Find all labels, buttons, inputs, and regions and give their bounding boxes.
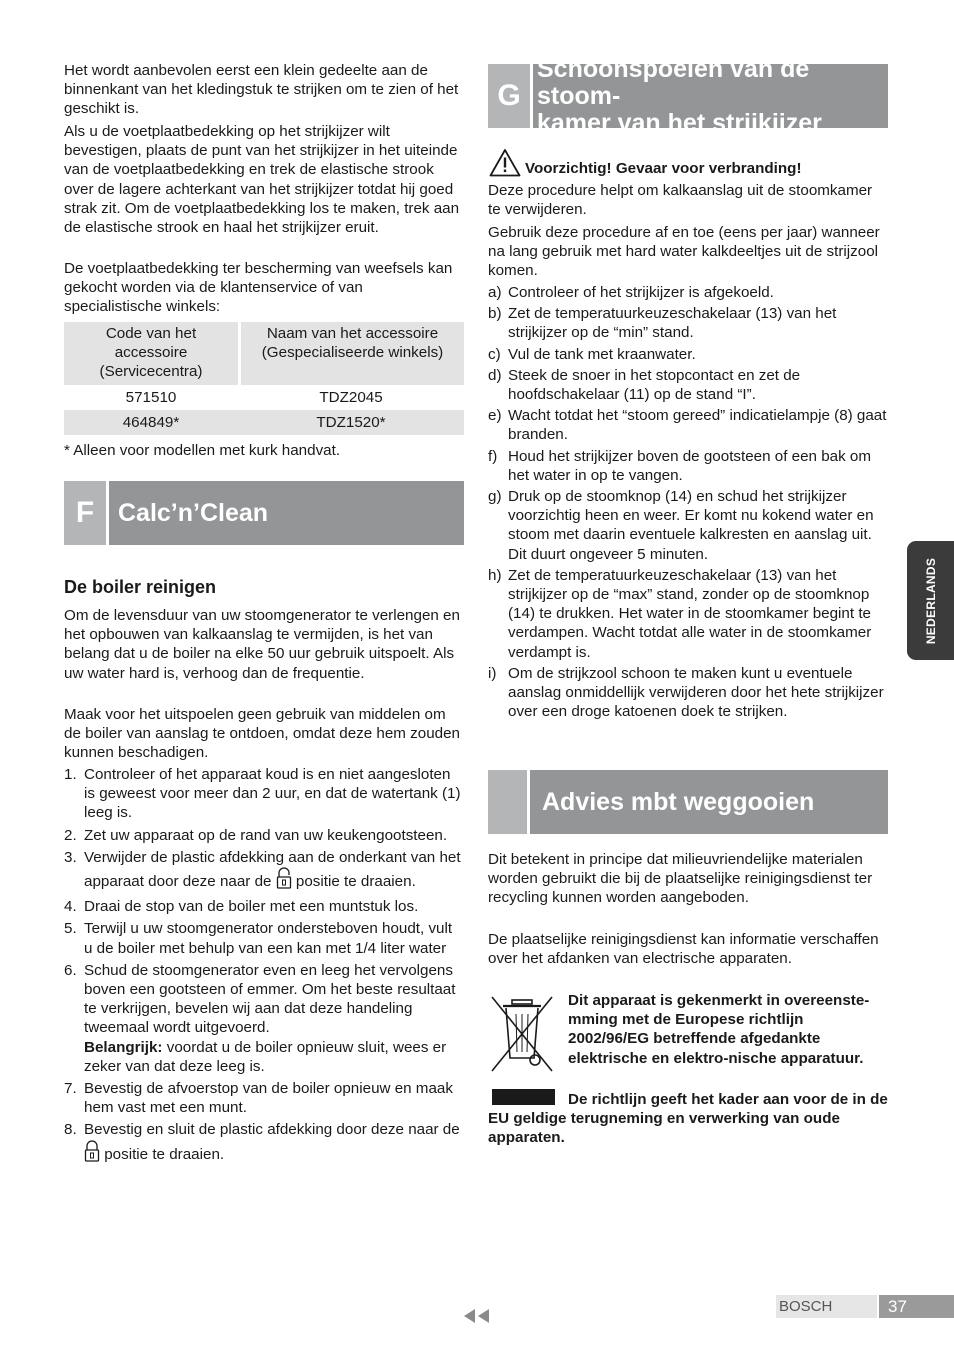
accessory-table bbox=[64, 322, 464, 435]
boiler-paragraph: Om de levensduur van uw stoomgenerator te verlengen en het opbouwen van kalkaanslag te vermijden, is het van belang dat u de boiler na elke 50 uur gebruik uitspoelt. Als uw water hard is, verhoog dan de frequentie. bbox=[64, 607, 460, 682]
lock-position-icon bbox=[84, 1140, 100, 1167]
list-item: 5. Terwijl u uw stoomgenerator ondersteboven houdt, vult u de boiler met behulp van een kan met 1/4 liter water bbox=[64, 920, 453, 957]
list-item: b) Zet de temperatuurkeuzeschakelaar (13) van het strijkijzer op de “min” stand. bbox=[488, 305, 837, 342]
section-letter-blank bbox=[488, 770, 530, 834]
boiler-warning-paragraph: Maak voor het uitspoelen geen gebruik van middelen om de boiler van aanslag te ontdoen, omdat deze hem zouden kunnen beschadigen. bbox=[64, 706, 461, 762]
list-item: h) Zet de temperatuurkeuzeschakelaar (13) van het strijkijzer op de “max” stand, zonder op de stoomknop (14) te drukken. Het water in de stoomkamer begint te verdampen. Wacht totdat alle water in de stoomkamer verdampt is. bbox=[488, 566, 872, 661]
accessory-code-header: Code van het accessoire (Servicecentra) bbox=[64, 322, 238, 385]
list-item: e) Wacht totdat het “stoom gereed” indicatielampje (8) gaat branden. bbox=[488, 407, 887, 444]
section-letter: G bbox=[488, 64, 533, 128]
list-item: 3. Verwijder de plastic afdekking aan de onderkant van het apparaat door deze naar de positie te draaien. bbox=[64, 848, 464, 894]
language-tab bbox=[907, 541, 954, 660]
list-item: 6. Schud de stoomgenerator even en leeg het vervolgens boven een gootsteen of emmer. Om het beste resultaat te verkrijgen, bevelen wij aan dat deze handeling tweemaal wordt uitgevoerd. Belangrijk: voordat u de boiler opnieuw sluit, wees er zeker van dat deze leeg is. bbox=[64, 961, 456, 1075]
warning-text: Voorzichtig! Gevaar voor verbranding! bbox=[525, 160, 802, 177]
weee-marking-text: Dit apparaat is gekenmerkt in overeenste-mming met de Europese richtlijn 2002/96/EG betreffende afgedankte elektrische en elektro-nische apparatuur. bbox=[568, 992, 870, 1067]
accessory-name-header: Naam van het accessoire (Gespecialiseerde winkels) bbox=[238, 322, 464, 385]
section-f-header bbox=[64, 481, 464, 545]
usage-paragraph: Gebruik deze procedure af en toe (eens per jaar) wanneer na lang gebruik met hard water kalkdeeltjes uit de strijzool komen. bbox=[488, 224, 880, 280]
weee-directive-text: De richtlijn geeft het kader aan voor de in de EU geldige terugneming en verwerking van oude apparaten. bbox=[488, 1091, 888, 1147]
list-item: i) Om de strijkzool schoon te maken kunt u eventuele aanslag onmiddellijk verwijderen door het hete strijkijzer over een droge katoenen doek te strijken. bbox=[488, 664, 884, 721]
intro-paragraph: Het wordt aanbevolen eerst een klein gedeelte aan de binnenkant van het kledingstuk te strijken om te zien of het geschikt is. bbox=[64, 62, 459, 118]
list-item: c) Vul de tank met kraanwater. bbox=[488, 345, 696, 363]
section-letter: F bbox=[64, 481, 109, 545]
list-item: 4. Draai de stop van de boiler met een muntstuk los. bbox=[64, 898, 419, 916]
table-footnote: * Alleen voor modellen met kurk handvat. bbox=[64, 442, 341, 459]
list-item: 2. Zet uw apparaat op de rand van uw keukengootsteen. bbox=[64, 826, 448, 844]
table-cell: 464849* bbox=[64, 410, 238, 435]
language-tab-label: NEDERLANDS bbox=[923, 557, 938, 644]
list-item: 8. Bevestig en sluit de plastic afdekking door deze naar de positie te draaien. bbox=[64, 1120, 464, 1166]
list-item: f) Houd het strijkijzer boven de gootsteen of een bak om het water in op te vangen. bbox=[488, 447, 872, 484]
crossed-bin-icon bbox=[489, 994, 555, 1074]
boiler-subheading: De boiler reinigen bbox=[64, 577, 217, 597]
boiler-steps-list bbox=[64, 765, 464, 1167]
procedure-paragraph: Deze procedure helpt om kalkaanslag uit de stoomkamer te verwijderen. bbox=[488, 182, 873, 219]
disposal-info-paragraph: De plaatselijke reinigingsdienst kan informatie verschaffen over het afdanken van electrische apparaten. bbox=[488, 931, 879, 968]
unlock-position-icon bbox=[276, 867, 292, 894]
purchase-paragraph: De voetplaatbedekking ter bescherming van weefsels kan gekocht worden via de klantenservice of van specialistische winkels: bbox=[64, 260, 453, 316]
soleplate-cover-paragraph: Als u de voetplaatbedekking op het strijkijzer wilt bevestigen, plaats de punt van het strijkijzer in het uiteinde van de voetplaatbedekking en trek de elastische strook over de lagere achterkant van het strijkijzer totdat hij goed strak zit. Om de voetplaatbedekking los te maken, trek aan de elastische strook en haal het strijkijzer eruit. bbox=[64, 123, 460, 237]
table-row bbox=[64, 410, 464, 435]
section-title: Advies mbt weggooien bbox=[542, 787, 815, 816]
burn-warning bbox=[488, 147, 888, 179]
steam-steps-list bbox=[488, 283, 888, 721]
table-cell: 571510 bbox=[125, 389, 177, 406]
disposal-section-header bbox=[488, 770, 888, 834]
brand-label: BOSCH bbox=[776, 1295, 877, 1318]
disposal-paragraph: Dit betekent in principe dat milieuvriendelijke materialen worden gebruikt die bij de plaatselijke reinigingsdienst ter recycling kunnen worden aangeboden. bbox=[488, 851, 873, 907]
list-item: 7. Bevestig de afvoerstop van de boiler opnieuw en maak hem vast met een munt. bbox=[64, 1080, 453, 1117]
table-cell: TDZ2045 bbox=[319, 389, 383, 406]
section-g-header bbox=[488, 54, 888, 137]
list-item: a) Controleer of het strijkijzer is afgekoeld. bbox=[488, 284, 774, 301]
previous-page-icon bbox=[463, 1308, 493, 1324]
table-cell: TDZ1520* bbox=[238, 410, 464, 435]
list-item: d) Steek de snoer in het stopcontact en zet de hoofdschakelaar (11) op de stand “I”. bbox=[488, 366, 801, 404]
page-number: 37 bbox=[879, 1295, 954, 1318]
table-row bbox=[64, 385, 464, 410]
list-item: g) Druk op de stoomknop (14) en schud het strijkijzer voorzichtig heen en weer. Er komt nu kokend water en stoom met daarin eventuele kalkresten en aanslag uit. Dit duurt ongeveer 5 minuten. bbox=[488, 488, 874, 563]
section-title: Calc’n’Clean bbox=[118, 498, 269, 527]
warning-triangle-icon bbox=[489, 148, 521, 177]
list-item: 1. Controleer of het apparaat koud is en niet aangesloten is geweest voor meer dan 2 uur, en dat de watertank (1) leeg is. bbox=[64, 766, 461, 822]
section-title: Schoonspoelen van de stoom- kamer van het strijkijzer bbox=[537, 54, 822, 137]
